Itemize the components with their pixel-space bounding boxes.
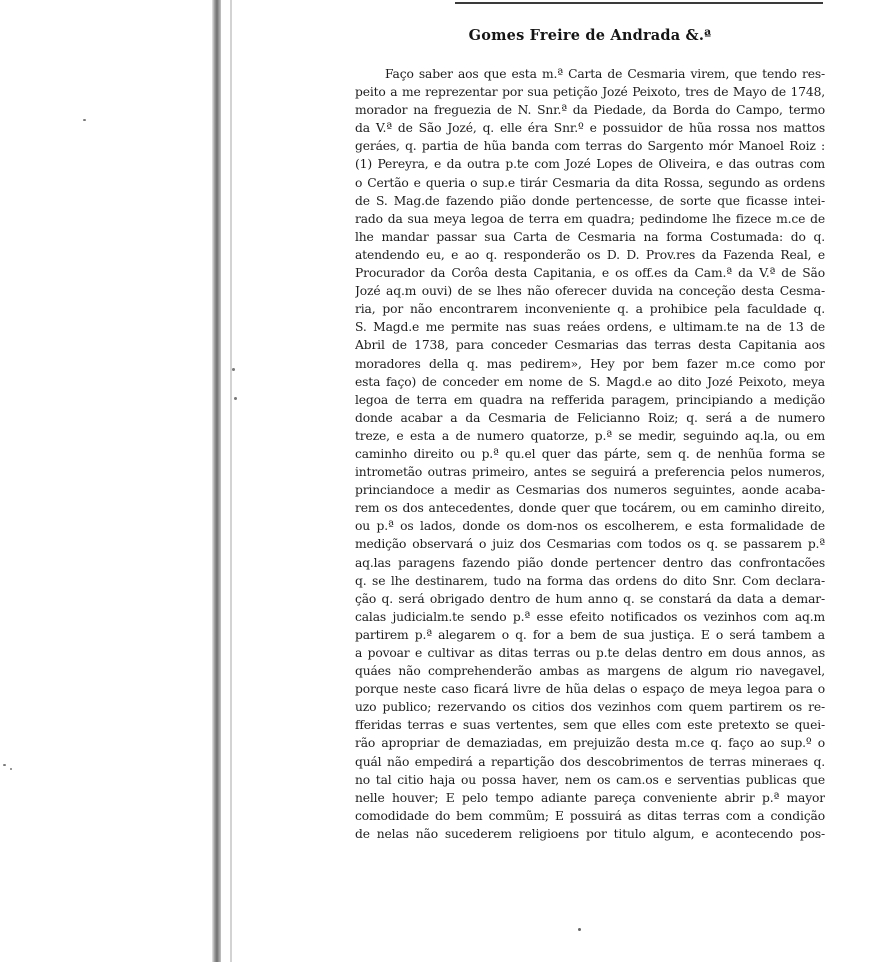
text-line: (1) Pereyra, e da outra p.te com Jozé Lopes de Oliveira, e das outras com <box>355 157 825 172</box>
text-line: partirem p.ª alegarem o q. for a bem de sua justiça. E o será tambem a <box>355 627 825 642</box>
text-line: porque neste caso ficará livre de hũa delas o espaço de meya legoa para o <box>355 682 825 697</box>
text-line: princiandoce a medir as Cesmarias dos numeros seguintes, aonde acaba- <box>355 483 825 498</box>
scan-speck <box>578 928 581 931</box>
text-line: treze, e esta a de numero quatorze, p.ª se medir, seguindo aq.la, ou em <box>355 428 825 443</box>
text-line: rem os dos antecedentes, donde quer que tocárem, ou em caminho direito, <box>355 501 825 516</box>
text-line: donde acabar a da Cesmaria de Felicianno Roiz; q. será a de numero <box>355 410 825 425</box>
text-line: peito a me reprezentar por sua petição Jozé Peixoto, tres de Mayo de 1748, <box>355 85 825 100</box>
text-line: a povoar e cultivar as ditas terras ou p.te delas dentro em dous annos, as <box>355 646 825 660</box>
page-gutter-shadow <box>212 0 221 962</box>
text-line: morador na freguezia de N. Snr.ª da Piedade, da Borda do Campo, termo <box>355 103 825 118</box>
text-line: esta faço) de conceder em nome de S. Magd.e ao dito Jozé Peixoto, meya <box>355 374 825 389</box>
scan-speck <box>3 764 6 766</box>
text-line: da V.ª de São Jozé, q. elle éra Snr.º e possuidor de hũa rossa nos mattos <box>355 121 825 136</box>
text-line: fferidas terras e suas vertentes, sem que elles com este pretexto se quei- <box>355 718 825 733</box>
text-line: legoa de terra em quadra na refferida paragem, principiando a medição <box>355 392 825 407</box>
text-line: ou p.ª os lados, donde os dom-nos os escolherem, e esta formalidade de <box>355 519 825 534</box>
text-line: intrometão outras primeiro, antes se seguirá a preferencia pelos numeros, <box>355 465 825 480</box>
top-rule <box>455 2 823 4</box>
scan-speck <box>10 768 12 770</box>
text-line: de S. Mag.de fazendo pião donde pertencesse, de sorte que ficasse intei- <box>355 193 825 208</box>
text-line: Jozé aq.m ouvi) de se lhes não oferecer duvida na conceção desta Cesma- <box>355 284 825 299</box>
scan-speck <box>83 119 86 121</box>
scan-speck <box>234 397 237 400</box>
text-line: caminho direito ou p.ª qu.el quer das párte, sem q. de nenhũa forma se <box>355 446 825 461</box>
text-line: comodidade do bem commũm; E possuirá as ditas terras com a condição <box>355 808 825 823</box>
text-line: medição observará o juiz dos Cesmarias com todos os q. se passarem p.ª <box>355 537 825 552</box>
text-line: S. Magd.e me permite nas suas reáes ordens, e ultimam.te na de 13 de <box>355 320 825 335</box>
text-line: no tal citio haja ou possa haver, nem os cam.os e serventias publicas que <box>355 772 825 787</box>
text-line: geráes, q. partia de hũa banda com terras do Sargento mór Manoel Roiz : <box>355 139 825 154</box>
text-line: de nelas não sucederem religioens por titulo algum, e acontecendo pos- <box>355 826 825 841</box>
document-title: Gomes Freire de Andrada &.ª <box>468 27 712 44</box>
page-gutter-line <box>230 0 232 962</box>
text-line: Procurador da Corôa desta Capitania, e os off.es da Cam.ª da V.ª de São <box>355 266 825 281</box>
text-line: aq.las paragens fazendo pião donde pertencer dentro das confrontacões <box>355 555 825 570</box>
text-line: ria, por não encontrarem inconveniente q. a prohibice pela faculdade q. <box>355 302 825 317</box>
text-line: Faço saber aos que esta m.ª Carta de Cesmaria virem, que tendo res- <box>385 67 825 81</box>
text-line: rado da sua meya legoa de terra em quadra; pedindome lhe fizece m.ce de <box>355 211 825 226</box>
text-line: ção q. será obrigado dentro de hum anno q. se constará da data a demar- <box>355 591 825 606</box>
text-line: calas judicialm.te sendo p.ª esse efeito notificados os vezinhos com aq.m <box>355 609 825 624</box>
text-line: quál não empedirá a repartição dos descobrimentos de terras mineraes q. <box>355 754 825 769</box>
text-line: q. se lhe destinarem, tudo na forma das ordens do dito Snr. Com declara- <box>355 573 825 588</box>
text-line: atendendo eu, e ao q. responderão os D. D. Prov.res da Fazenda Real, e <box>355 247 825 262</box>
text-line: lhe mandar passar sua Carta de Cesmaria na forma Costumada: do q. <box>355 229 825 244</box>
text-line: uzo publico; rezervando os citios dos vezinhos com quem partirem os re- <box>355 700 825 715</box>
text-line: rão apropriar de demaziadas, em prejuizão desta m.ce q. faço ao sup.º o <box>355 736 825 751</box>
document-body <box>355 65 825 843</box>
text-line: Abril de 1738, para conceder Cesmarias das terras desta Capitania aos <box>355 338 825 353</box>
text-line: o Certão e queria o sup.e tirár Cesmaria da dita Rossa, segundo as ordens <box>355 175 825 190</box>
scan-speck <box>232 368 235 371</box>
text-line: nelle houver; E pelo tempo adiante pareça conveniente abrir p.ª mayor <box>355 790 825 805</box>
text-line: quáes não comprehenderão ambas as margens de algum rio navegavel, <box>355 664 825 679</box>
text-line: moradores della q. mas pedirem», Hey por bem fazer m.ce como por <box>355 356 825 371</box>
